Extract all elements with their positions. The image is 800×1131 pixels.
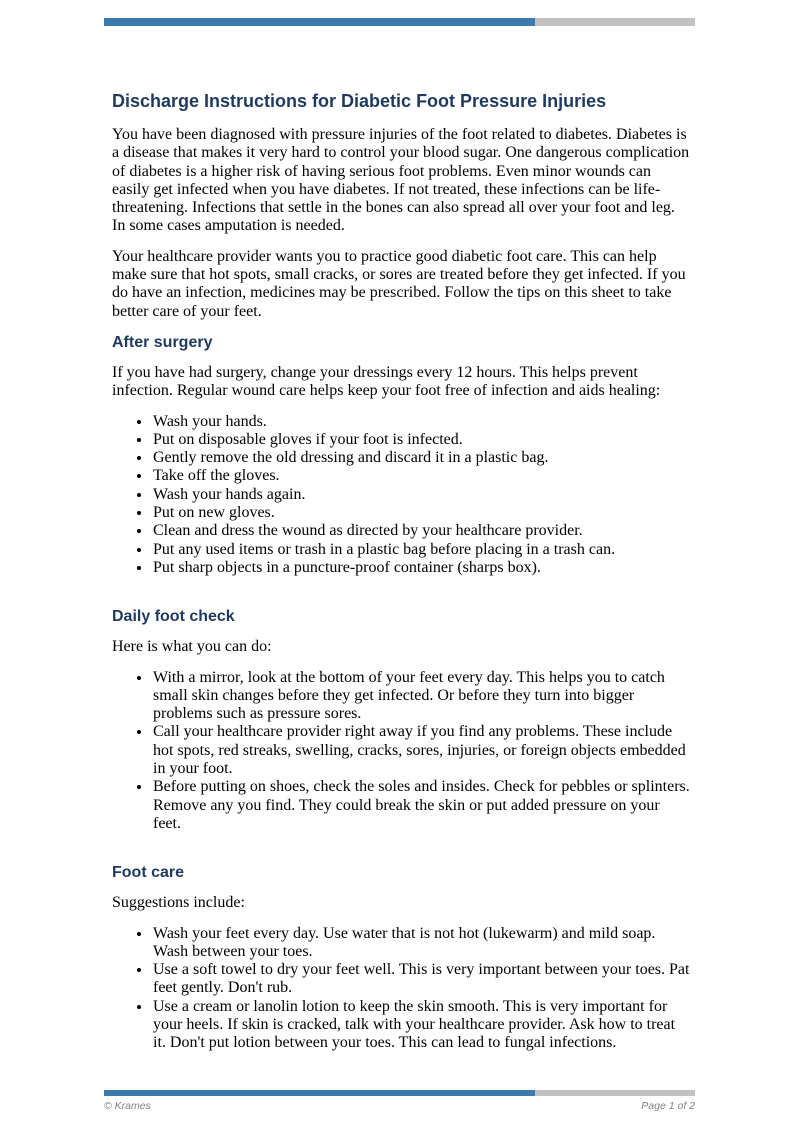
copyright-text: © Krames bbox=[104, 1100, 151, 1112]
footer-accent-bar bbox=[104, 1090, 695, 1096]
intro-paragraph: Your healthcare provider wants you to practice good diabetic foot care. This can help make sure that hot spots, small cracks, or sores are treated before they get infected. If you do have an infection, medicines may be prescribed. Follow the tips on this sheet to take better care of your feet. bbox=[112, 247, 686, 320]
section-after-surgery bbox=[112, 333, 690, 577]
document-body bbox=[112, 90, 690, 1083]
footer-accent-bar-gray bbox=[535, 1090, 695, 1096]
bullet-item: • Put sharp objects in a puncture-proof container (sharps box). bbox=[152, 559, 690, 577]
bullet-item: • Wash your feet every day. Use water that is not hot (lukewarm) and mild soap. Wash between your toes. bbox=[152, 925, 690, 962]
header-accent-bar-blue bbox=[104, 18, 535, 26]
section-heading: After surgery bbox=[112, 333, 213, 351]
bullet-item: • Use a soft towel to dry your feet well. This is very important between your toes. Pat feet gently. Don't rub. bbox=[152, 961, 690, 998]
section-daily-foot-check bbox=[112, 607, 690, 833]
bullet-list bbox=[112, 413, 690, 578]
page-footer bbox=[104, 1100, 695, 1112]
section-heading: Foot care bbox=[112, 864, 185, 882]
bullet-list bbox=[112, 925, 690, 1053]
section-heading: Daily foot check bbox=[112, 608, 235, 626]
header-accent-bar bbox=[104, 18, 695, 26]
section-lead: Suggestions include: bbox=[112, 894, 245, 912]
bullet-item: • Wash your hands again. bbox=[152, 486, 690, 504]
bullet-item: • Take off the gloves. bbox=[152, 467, 690, 485]
bullet-item: • Clean and dress the wound as directed by your healthcare provider. bbox=[152, 522, 690, 540]
header-accent-bar-gray bbox=[535, 18, 695, 26]
bullet-item: • Wash your hands. bbox=[152, 413, 690, 431]
section-lead: If you have had surgery, change your dressings every 12 hours. This helps prevent infection. Regular wound care helps keep your foot free of infection and aids healing: bbox=[112, 363, 661, 400]
bullet-item: • Use a cream or lanolin lotion to keep the skin smooth. This is very important for your heels. If skin is cracked, talk with your healthcare provider. Ask how to treat it. Don't put lotion between your toes. This can lead to fungal infections. bbox=[152, 998, 690, 1053]
bullet-item: • Before putting on shoes, check the soles and insides. Check for pebbles or splinters. Remove any you find. They could break the skin or put added pressure on your feet. bbox=[152, 778, 690, 833]
bullet-item: • Put on disposable gloves if your foot is infected. bbox=[152, 431, 690, 449]
section-lead: Here is what you can do: bbox=[112, 638, 272, 656]
footer-accent-bar-blue bbox=[104, 1090, 535, 1096]
bullet-item: • Put any used items or trash in a plastic bag before placing in a trash can. bbox=[152, 541, 690, 559]
document-title: Discharge Instructions for Diabetic Foot Pressure Injuries bbox=[112, 91, 607, 111]
bullet-item: • Gently remove the old dressing and discard it in a plastic bag. bbox=[152, 449, 690, 467]
section-foot-care bbox=[112, 863, 690, 1052]
page-number: Page 1 of 2 bbox=[641, 1100, 695, 1112]
bullet-item: • Put on new gloves. bbox=[152, 504, 690, 522]
bullet-item: • With a mirror, look at the bottom of your feet every day. This helps you to catch small skin changes before they get infected. Or before they turn into bigger problems such as pressure sores. bbox=[152, 669, 690, 724]
bullet-item: • Call your healthcare provider right away if you find any problems. These include hot spots, red streaks, swelling, cracks, sores, injuries, or foreign objects embedded in your foot. bbox=[152, 723, 690, 778]
intro-paragraph: You have been diagnosed with pressure injuries of the foot related to diabetes. Diabetes is a disease that makes it very hard to control your blood sugar. One dangerous complication of diabetes is a higher risk of having serious foot problems. Even minor wounds can easily get infected when you have diabetes. If not treated, these infections can be life-threatening. Infections that settle in the bones can also spread all over your foot and leg. In some cases amputation is needed. bbox=[112, 126, 690, 235]
bullet-list bbox=[112, 669, 690, 834]
